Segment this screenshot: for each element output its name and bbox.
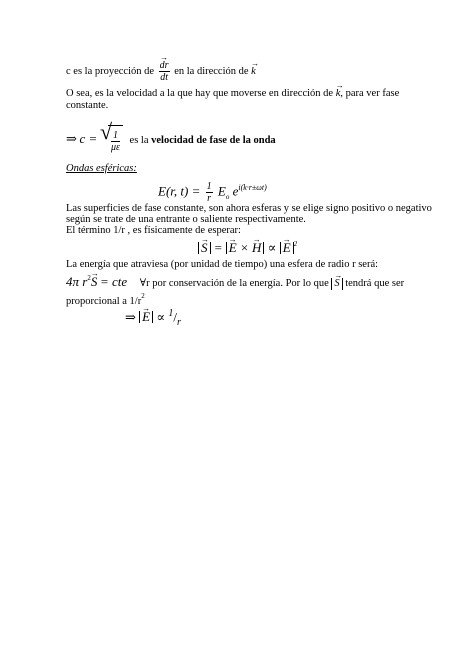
equals-sign: =	[213, 240, 223, 255]
tendra-text: tendrá que ser	[345, 278, 405, 289]
velocidad-fase-bold: velocidad de fase de la onda	[151, 135, 276, 146]
r-denominator: r	[207, 192, 212, 204]
for-all-r: ∀r	[139, 278, 150, 289]
squared-exponent: 2	[293, 240, 298, 248]
energy-conservation-line	[66, 270, 404, 292]
line-proyeccion	[66, 60, 256, 83]
constante-line: constante.	[66, 100, 109, 111]
dr-numerator: → dr	[160, 60, 169, 71]
es-la-text: es la	[129, 135, 149, 146]
r-under: r	[177, 316, 181, 328]
sqrt-denominator: με	[110, 141, 120, 153]
e-field: → E	[229, 242, 237, 254]
direccion-text: en la dirección de	[174, 65, 249, 77]
para1-line3: El término 1/r , es físicamente de esperar:	[66, 225, 241, 236]
line-velocidad	[66, 87, 408, 100]
cross-product: ×	[239, 240, 249, 255]
sqrt-numerator: 1	[112, 129, 118, 141]
conservacion-text: por conservación de la energía. Por lo que	[152, 278, 329, 289]
square-root: √ $\frac{1}{\mu\varepsilon}$	[100, 125, 123, 157]
para1-line1: Las superficies de fase constante, son ahora esferas y se elige signo positivo o negativo	[66, 203, 432, 214]
poynting-equation	[198, 236, 297, 256]
phase-velocity-equation	[66, 118, 276, 154]
s-vector-2: → S	[334, 278, 339, 290]
implies-symbol-2: ⇒	[125, 309, 136, 325]
one-over: 1	[168, 308, 174, 319]
one-numerator: 1	[206, 180, 212, 192]
r-squared-2: 2	[141, 292, 145, 300]
e-zero: E	[217, 183, 226, 199]
proportional-symbol-2: ∝	[156, 309, 166, 325]
para1-line2: según se trate de una entrante o saliente respectivamente.	[66, 214, 306, 225]
fase-text: , para ver fase	[340, 88, 400, 99]
dt-denominator: dt	[160, 72, 169, 83]
proporcional-text: proporcional a 1/r	[66, 296, 142, 307]
s-vector: → S	[91, 274, 98, 290]
k-vector-2: → k	[336, 87, 341, 100]
proportional-symbol: ∝	[267, 240, 277, 255]
exponent: i(k·r±ωt)	[238, 183, 267, 192]
r-squared: 2	[87, 274, 91, 282]
proyeccion-text: c es la proyección de	[66, 65, 155, 77]
energia-text: La energía que atraviesa (por unidad de tiempo) una esfera de radio r será:	[66, 259, 379, 270]
velocidad-text: O sea, es la velocidad a la que hay que moverse en dirección de	[66, 88, 334, 99]
poynting-s: → S	[201, 242, 208, 254]
ondas-esfericas-heading: Ondas esféricas:	[66, 163, 137, 174]
dr-dt-fraction	[159, 60, 170, 83]
four-pi-r: 4π r	[66, 274, 88, 289]
implies-symbol: ⇒	[66, 131, 77, 146]
e-of-r-t: E(r, t) =	[158, 183, 201, 199]
e-field-2: → E	[283, 242, 291, 254]
h-field: → H	[252, 242, 261, 254]
exponential-base: e	[232, 183, 239, 199]
e-field-3: → E	[142, 311, 150, 323]
final-equation: ⇒ → $E \propto ^1/_r$	[125, 304, 181, 333]
c-equals: c =	[79, 131, 98, 146]
k-vector: → k	[251, 65, 256, 78]
e-zero-subscript: o	[225, 192, 230, 201]
equals-cte: = cte	[99, 274, 128, 289]
